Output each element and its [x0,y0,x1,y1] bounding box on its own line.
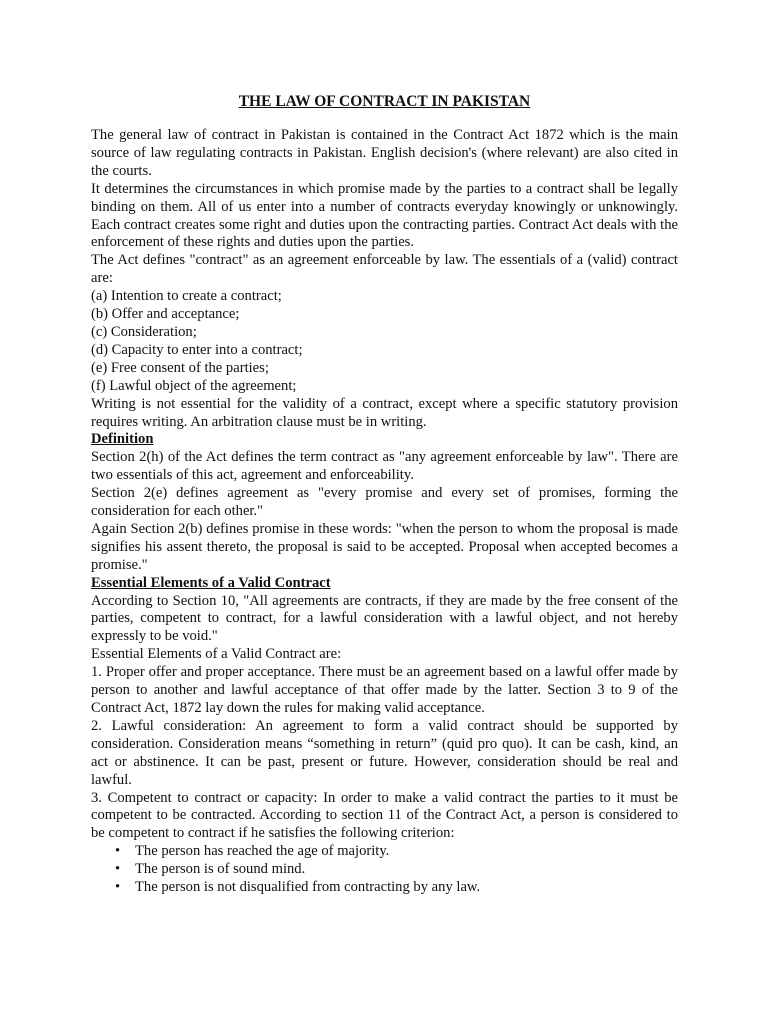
elements-paragraph: 3. Competent to contract or capacity: In order to make a valid contract the parties to it must be competent to be contracted. According to section 11 of the Contract Act, a person is considered to be competent to contract if he satisfies the following criterion: [91,789,678,842]
writing-note: Writing is not essential for the validity of a contract, except where a specific statutory provision requires writing. An arbitration clause must be in writing. [91,395,678,430]
list-item-text: The person has reached the age of majority. [135,843,390,860]
definition-paragraph: Section 2(h) of the Act defines the term contract as "any agreement enforceable by law". There are two essentials of this act, agreement and enforceability. [91,449,678,484]
elements-paragraph: 2. Lawful consideration: An agreement to form a valid contract should be supported by consideration. Consideration means “something in return” (quid pro quo). It can be cash, kind, an act or abstinence. It can be past, present or future. However, consideration should be real and lawful. [91,717,678,788]
intro-paragraph: It determines the circumstances in which promise made by the parties to a contract shall be legally binding on them. All of us enter into a number of contracts everyday knowingly or unknowingly. Each contract creates some right and duties upon the contracting parties. Contract Act deals with the enforcement of these rights and duties upon the parties. [91,180,678,251]
essential-item: (f) Lawful object of the agreement; [91,377,297,394]
essential-item: (a) Intention to create a contract; [91,288,282,305]
bullet-icon: • [115,861,121,878]
elements-paragraph: 1. Proper offer and proper acceptance. There must be an agreement based on a lawful offer made by person to another and lawful acceptance of that offer made by the latter. Section 3 to 9 of the Contract Act, 1872 lay down the rules for making valid acceptance. [91,664,678,716]
list-item [91,843,678,861]
list-item [91,861,678,879]
definition-paragraph: Again Section 2(b) defines promise in these words: "when the person to whom the proposal is made signifies his assent thereto, the proposal is said to be accepted. Proposal when accepted becomes a promise." [91,520,678,573]
list-item [91,879,678,897]
essential-item: (b) Offer and acceptance; [91,306,240,323]
definition-heading: Definition [91,431,154,448]
essentials-list [91,288,678,395]
essential-item: (c) Consideration; [91,323,197,340]
elements-paragraph: According to Section 10, "All agreements are contracts, if they are made by the free consent of the parties, competent to contract, for a lawful consideration with a lawful object, and not hereby expressly to be void." [91,592,678,645]
bullet-icon: • [115,879,121,896]
intro-paragraph: The Act defines "contract" as an agreement enforceable by law. The essentials of a (valid) contract are: [91,252,678,287]
definition-paragraph: Section 2(e) defines agreement as "every promise and every set of promises, forming the consideration for each other." [91,485,678,520]
bullet-icon: • [115,843,121,860]
list-item-text: The person is of sound mind. [135,861,306,878]
competence-criteria-list [91,843,678,897]
essential-item: (d) Capacity to enter into a contract; [91,341,303,358]
intro-paragraph: The general law of contract in Pakistan is contained in the Contract Act 1872 which is the main source of law regulating contracts in Pakistan. English decision's (where relevant) are also cited in the courts. [91,127,678,179]
elements-heading: Essential Elements of a Valid Contract [91,574,331,591]
document-title: THE LAW OF CONTRACT IN PAKISTAN [238,93,531,110]
list-item-text: The person is not disqualified from contracting by any law. [135,879,481,896]
elements-paragraph: Essential Elements of a Valid Contract are: [91,646,342,663]
document-page [91,92,678,897]
essential-item: (e) Free consent of the parties; [91,359,269,376]
